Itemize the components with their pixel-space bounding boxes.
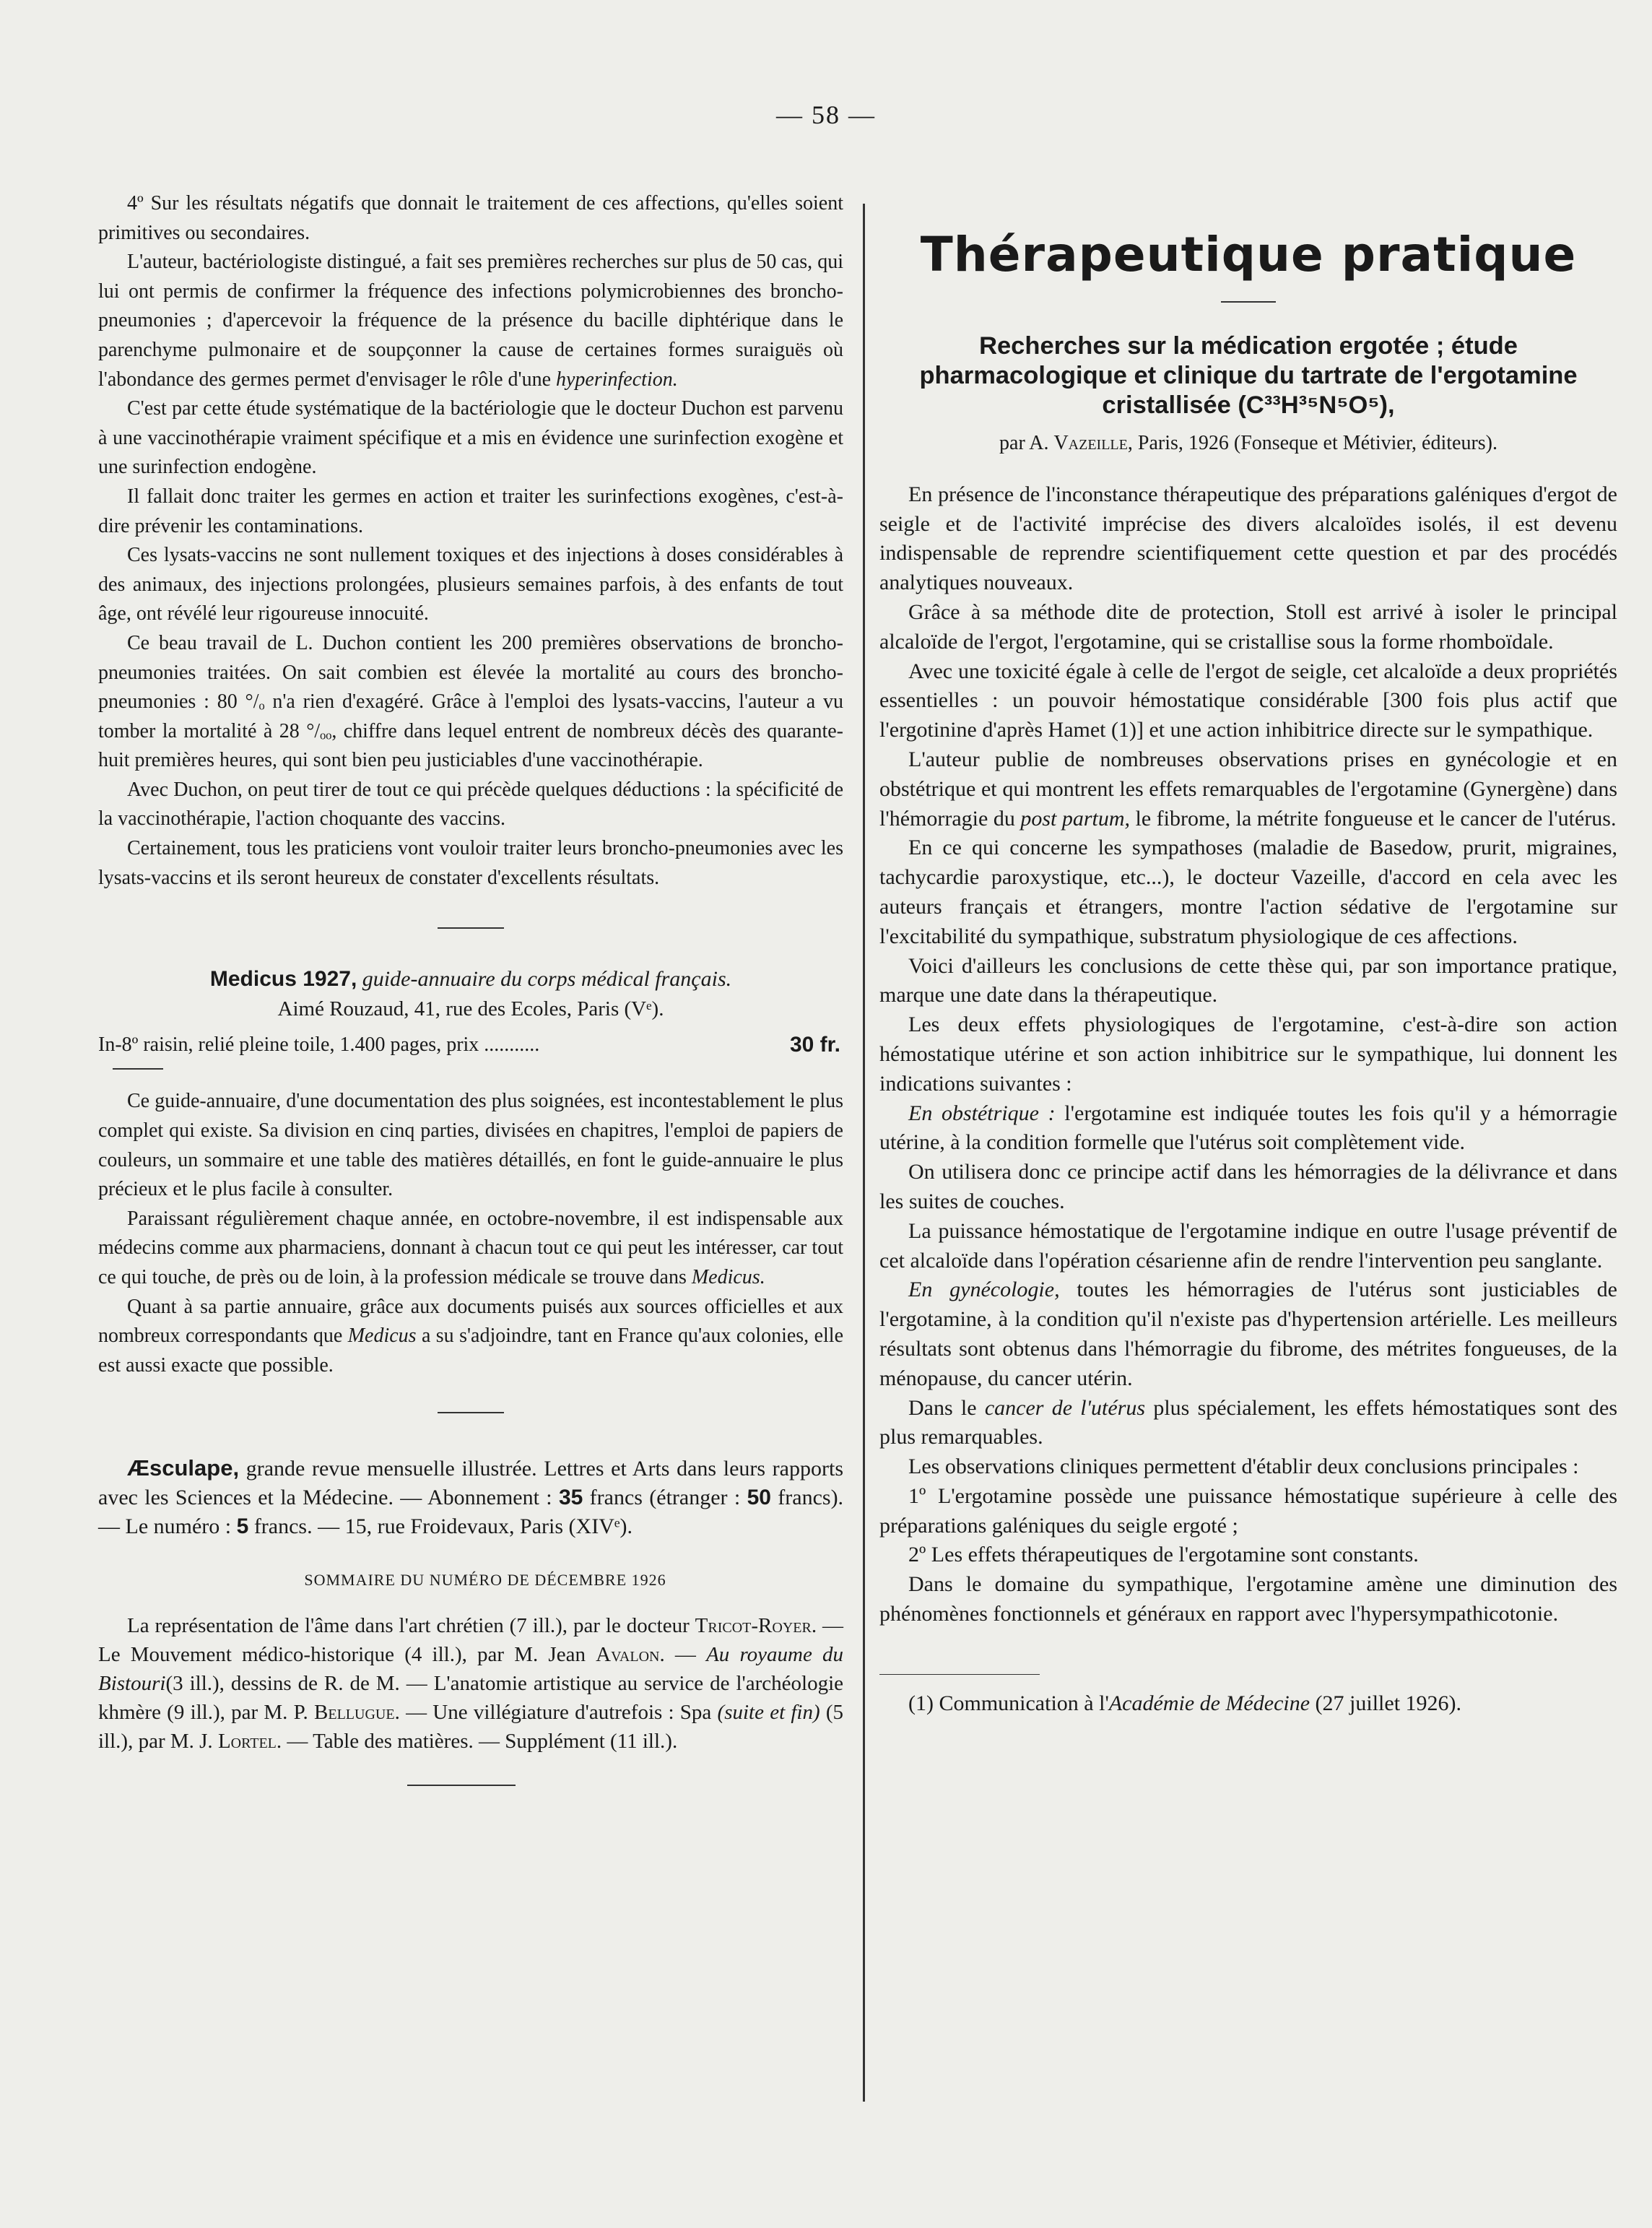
paragraph: Les observations cliniques permettent d'établir deux conclusions principales : (908, 1455, 1579, 1479)
section-title: Thérapeutique pratique (920, 227, 1577, 282)
column-divider (863, 204, 865, 2102)
paragraph: 4º Sur les résultats négatifs que donnait le traitement de ces affections, qu'elles soient primitives ou secondaires. (98, 192, 843, 244)
paragraph: Voici d'ailleurs les conclusions de cette thèse qui, par son importance pratique, marque une date dans la thérapeutique. (879, 953, 1617, 1007)
paragraph: Grâce à sa méthode dite de protection, Stoll est arrivé à isoler le principal alcaloïde de l'ergot, l'ergotamine, qui se cristallise sous la forme rhomboïdale. (879, 599, 1617, 654)
page-number: — 58 — (776, 100, 876, 129)
paragraph: L'auteur publie de nombreuses observations prises en gynécologie et en obstétrique et qui montrent les effets remarquables de l'ergotamine (Gynergène) dans l'hémorragie du post partum, le fibrome, la métrite fongueuse et le cancer de l'utérus. (879, 747, 1617, 831)
paragraph: On utilisera donc ce principe actif dans les hémorragies de la délivrance et dans les suites de couches. (879, 1160, 1617, 1213)
paragraph: Quant à sa partie annuaire, grâce aux documents puisés aux sources officielles et aux nombreux correspondants que Medicus a su s'adjoindre, tant en France qu'aux colonies, elle est aussi exacte que possible. (98, 1295, 843, 1377)
medicus-heading: Medicus 1927, guide-annuaire du corps médical français. (209, 967, 732, 992)
left-column (98, 189, 843, 1786)
footnote: (1) Communication à l'Académie de Médecine (27 juillet 1926). (908, 1691, 1462, 1715)
price-underline (113, 1068, 163, 1070)
paragraph: Dans le cancer de l'utérus plus spécialement, les effets hémostatiques sont des plus remarquables. (879, 1395, 1618, 1449)
article-title: Recherches sur la médication ergotée ; étude pharmacologique et clinique du tartrate de l'ergotamine cristallisée (C³³H³⁵N⁵O⁵), (919, 332, 1578, 419)
summary-text: La représentation de l'âme dans l'art chrétien (7 ill.), par le docteur Tricot-Royer. — Le Mouvement médico-historique (4 ill.), par M. Jean Avalon. — Au royaume du Bistouri(3 ill.), dessins de R. de M. — L'anatomie artistique au service de l'archéologie khmère (9 ill.), par M. P. Bellugue. — Une villégiature d'autrefois : Spa (suite et fin) (5 ill.), par M. J. Lortel. — Table des matières. — Supplément (11 ill.). (98, 1613, 844, 1753)
article-byline: par A. Vazeille, Paris, 1926 (Fonseque et Métivier, éditeurs). (999, 432, 1497, 454)
paragraph: La puissance hémostatique de l'ergotamine indique en outre l'usage préventif de cet alcaloïde dans l'opération césarienne afin de rendre l'intervention peu sanglante. (879, 1218, 1617, 1273)
paragraph: 1º L'ergotamine possède une puissance hémostatique supérieure à celle des préparations galéniques du seigle ergoté ; (879, 1483, 1617, 1538)
paragraph: L'auteur, bactériologiste distingué, a fait ses premières recherches sur plus de 50 cas, qui lui ont permis de confirmer la fréquence des infections polymicrobiennes des broncho-pneumonies ; d'apercevoir la fréquence de la présence du bacille diphtérique dans le parenchyme pulmonaire et de soupçonner la cause de certaines formes suraiguës où l'abondance des germes permet d'envisager le rôle d'une hyperinfection. (98, 251, 843, 391)
section-divider (438, 1412, 504, 1413)
paragraph: Dans le domaine du sympathique, l'ergotamine amène une diminution des phénomènes fonctionnels et généraux en rapport avec l'hypersympathicotonie. (879, 1572, 1617, 1626)
paragraph: En obstétrique : l'ergotamine est indiquée toutes les fois qu'il y a hémorragie utérine, à la condition formelle que l'utérus soit complètement vide. (879, 1101, 1617, 1155)
paragraph: En ce qui concerne les sympathoses (maladie de Basedow, prurit, migraines, tachycardie paroxystique, etc...), le docteur Vazeille, d'accord en cela avec les auteurs français et étrangers, montre l'action sédative de l'ergotamine sur l'excitabilité du sympathique, substratum physiologique de ces affections. (879, 836, 1617, 948)
section-divider (438, 927, 504, 929)
paragraph: Paraissant régulièrement chaque année, en octobre-novembre, il est indispensable aux médecins comme aux pharmaciens, donnant à chacun tout ce qui peut les intéresser, car tout ce qui touche, de près ou de loin, à la profession médicale se trouve dans Medicus. (98, 1207, 843, 1288)
paragraph: Certainement, tous les praticiens vont vouloir traiter leurs broncho-pneumonies avec les lysats-vaccins et ils seront heureux de constater d'excellents résultats. (98, 837, 843, 889)
paragraph: Les deux effets physiologiques de l'ergotamine, c'est-à-dire son action hémostatique utérine et son action inhibitrice sur le sympathique, lui donnent les indications suivantes : (879, 1013, 1617, 1096)
paragraph: En gynécologie, toutes les hémorragies de l'utérus sont justiciables de l'ergotamine, à la condition qu'il n'existe pas d'hypertension artérielle. Les meilleurs résultats sont obtenus dans l'hémorragie du fibrome, des métrites fongueuses, de la ménopause, du cancer utérin. (879, 1278, 1617, 1390)
title-underline (1221, 301, 1276, 303)
paragraph: Ces lysats-vaccins ne sont nullement toxiques et des injections à doses considérables à des animaux, des injections prolongées, plusieurs semaines parfois, à des enfants de tout âge, ont révélé leur rigoureuse innocuité. (98, 544, 843, 625)
summary-heading: SOMMAIRE DU NUMÉRO DE DÉCEMBRE 1926 (304, 1571, 666, 1590)
paragraph: 2º Les effets thérapeutiques de l'ergotamine sont constants. (908, 1543, 1419, 1567)
medicus-format: In-8º raisin, relié pleine toile, 1.400 pages, prix ........... (98, 1033, 540, 1057)
paragraph: Ce beau travail de L. Duchon contient les 200 premières observations de broncho-pneumonies traitées. On sait combien est élevée la mortalité au cours des broncho-pneumonies : 80 °/ₒ n'a rien d'exagéré. Grâce à l'emploi des lysats-vaccins, l'auteur a vu tomber la mortalité à 28 °/ₒₒ, chiffre dans lequel entrent de nombreux décès des quarante-huit premières heures, qui sont bien peu justiciables d'une vaccinothérapie. (98, 631, 843, 772)
paragraph: En présence de l'inconstance thérapeutique des préparations galéniques d'ergot de seigle et de l'activité imprécise des divers alcaloïdes isolés, il est devenu indispensable de reprendre scientifiquement cette question et par des procédés analytiques nouveaux. (879, 482, 1617, 595)
medicus-price: 30 fr. (789, 1033, 840, 1057)
medicus-price-row (98, 1031, 843, 1059)
aesculape-notice: Æsculape, grande revue mensuelle illustrée. Lettres et Arts dans leurs rapports avec les Sciences et la Médecine. — Abonnement : 35 francs (étranger : 50 francs). — Le numéro : 5 francs. — 15, rue Froidevaux, Paris (XIVᵉ). (98, 1455, 844, 1539)
paragraph: Avec une toxicité égale à celle de l'ergot de seigle, cet alcaloïde a deux propriétés essentielles : un pouvoir hémostatique considérable [300 fois plus actif que l'ergotinine d'après Hamet (1)] et une action inhibitrice directe sur le sympathique. (879, 659, 1617, 742)
paragraph: C'est par cette étude systématique de la bactériologie que le docteur Duchon est parvenu à une vaccinothérapie vraiment spécifique et a mis en évidence une surinfection exogène et une surinfection endogène. (98, 397, 843, 479)
paragraph: Il fallait donc traiter les germes en action et traiter les surinfections exogènes, c'est-à-dire prévenir les contaminations. (98, 485, 843, 537)
footnote-rule (879, 1674, 1040, 1675)
medicus-publisher: Aimé Rouzaud, 41, rue des Ecoles, Paris (Vᵉ). (277, 997, 664, 1020)
paragraph: Avec Duchon, on peut tirer de tout ce qui précède quelques déductions : la spécificité de la vaccinothérapie, l'action choquante des vaccins. (98, 778, 843, 831)
section-divider (407, 1785, 516, 1786)
paragraph: Ce guide-annuaire, d'une documentation des plus soignées, est incontestablement le plus complet qui existe. Sa division en cinq parties, divisées en chapitres, l'emploi de papiers de couleurs, un sommaire et une table des matières détaillés, en font le guide-annuaire le plus précieux et le plus facile à consulter. (98, 1090, 843, 1201)
right-column (879, 189, 1617, 1719)
